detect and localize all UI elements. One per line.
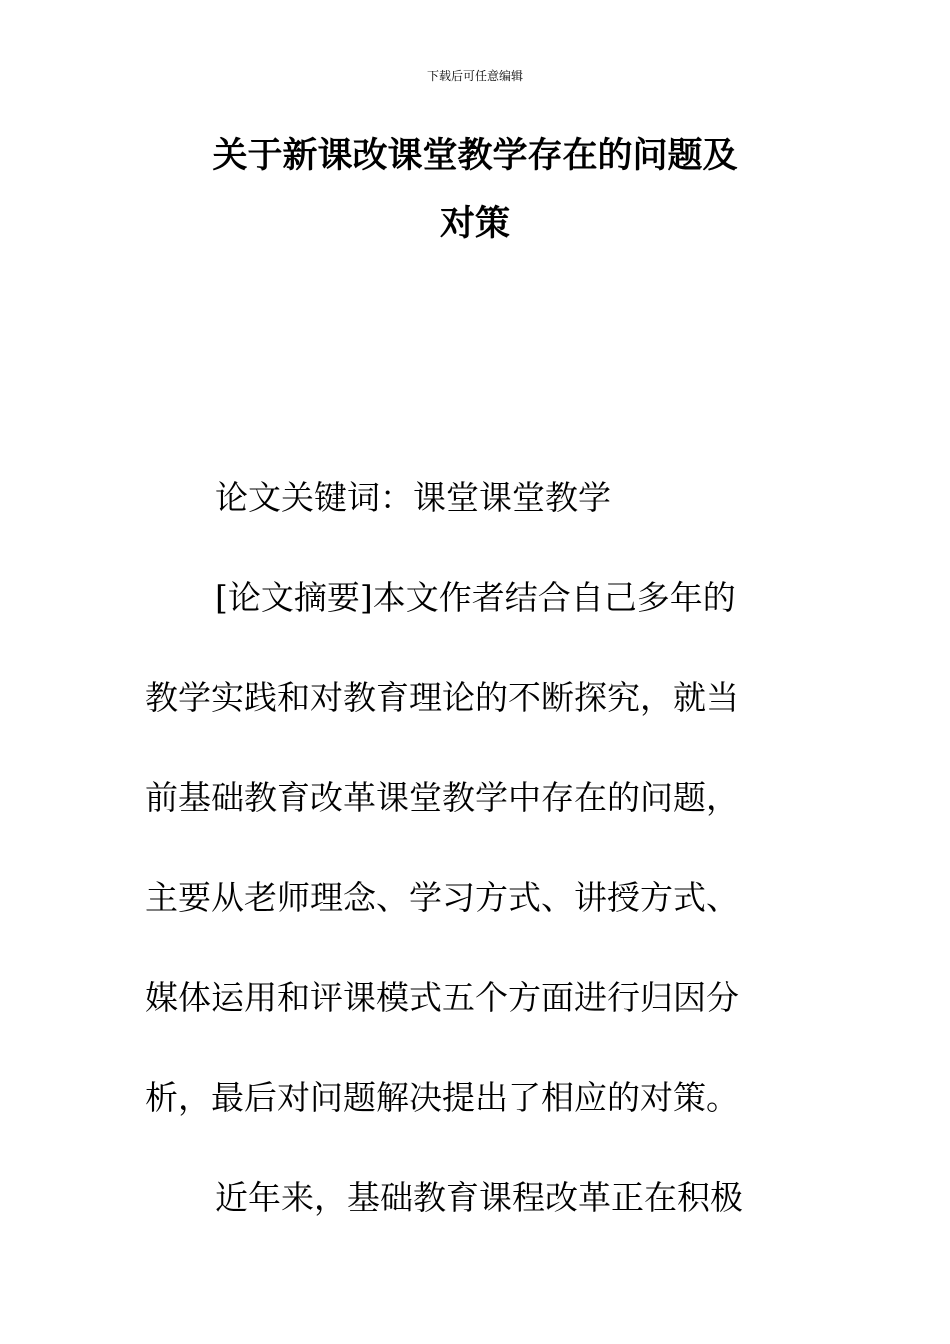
abstract-line-3: 前基础教育改革课堂教学中存在的问题， bbox=[145, 778, 739, 817]
abstract-line-4: 主要从老师理念、学习方式、讲授方式、 bbox=[145, 878, 739, 917]
abstract-line-2: 教学实践和对教育理论的不断探究，就当 bbox=[145, 678, 739, 717]
title-line-2: 对策 bbox=[439, 204, 510, 244]
abstract-line-6: 析，最后对问题解决提出了相应的对策。 bbox=[145, 1078, 739, 1117]
header-note: 下载后可任意编辑 bbox=[426, 69, 523, 83]
document-title bbox=[150, 122, 800, 258]
document-body bbox=[145, 468, 785, 1268]
title-line-1: 关于新课改课堂教学存在的问题及 bbox=[212, 136, 738, 176]
abstract-line-1: [论文摘要]本文作者结合自己多年的 bbox=[215, 578, 736, 617]
abstract-line-5: 媒体运用和评课模式五个方面进行归因分 bbox=[145, 978, 739, 1017]
keywords-line: 论文关键词：课堂课堂教学 bbox=[215, 478, 611, 517]
body-paragraph-line-1: 近年来，基础教育课程改革正在积极 bbox=[215, 1178, 743, 1217]
